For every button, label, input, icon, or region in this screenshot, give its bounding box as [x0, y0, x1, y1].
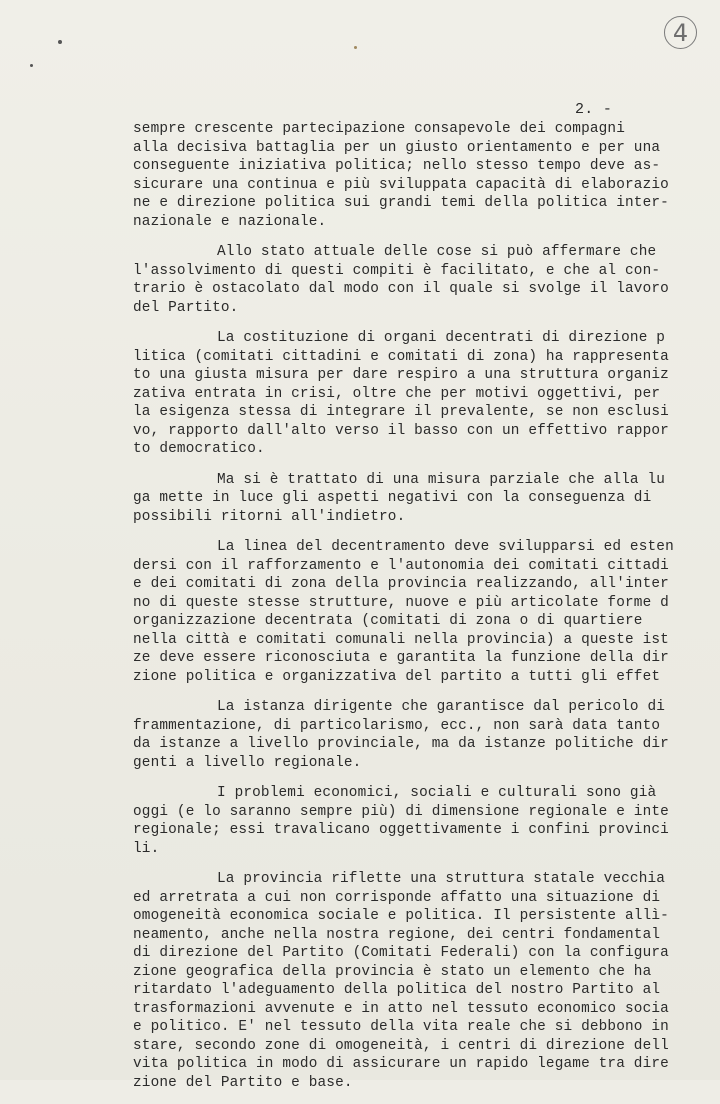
text-line: to democratico. [133, 441, 265, 457]
text-line: frammentazione, di particolarismo, ecc., non sarà data tanto [133, 717, 661, 734]
text-line: li. [133, 840, 160, 857]
text-line: ed arretrata a cui non corrisponde affatto una situazione di [133, 889, 661, 906]
paragraph-2 [133, 243, 713, 317]
text-line: litica (comitati cittadini e comitati di zona) ha rappresenta [133, 348, 669, 365]
text-line: nazionale e nazionale. [133, 213, 327, 230]
paragraph-7 [133, 784, 713, 858]
text-line: stare, secondo zone di omogeneità, i centri di direzione dell [133, 1037, 669, 1054]
text-line: e politico. E' nel tessuto della vita reale che si debbono in [133, 1019, 669, 1035]
paragraph-5 [133, 538, 713, 686]
paragraph-3 [133, 329, 713, 459]
text-line: La istanza dirigente che garantisce dal pericolo di [217, 699, 666, 715]
text-line: zione politica e organizzativa del partito a tutti gli effet [133, 668, 661, 685]
text-line: sicurare una continua e più sviluppata capacità di elaborazio [133, 176, 669, 193]
text-line: vo, rapporto dall'alto verso il basso con un effettivo rappor [133, 422, 669, 439]
text-line: organizzazione decentrata (comitati di zona o di quartiere [133, 613, 643, 629]
text-line: La provincia riflette una struttura statale vecchia [217, 871, 666, 887]
scan-speck [30, 64, 33, 67]
text-line: La costituzione di organi decentrati di direzione p [217, 330, 666, 346]
text-line: trario è ostacolato dal modo con il quale si svolge il lavoro [133, 281, 669, 297]
text-line: alla decisiva battaglia per un giusto orientamento e per una [133, 139, 661, 156]
document-body [133, 120, 713, 1104]
text-line: ze deve essere riconosciuta e garantita la funzione della dir [133, 650, 669, 666]
paragraph-6 [133, 698, 713, 772]
text-line: conseguente iniziativa politica; nello stesso tempo deve as- [133, 158, 661, 174]
text-line: del Partito. [133, 299, 239, 316]
text-line: di direzione del Partito (Comitati Federali) con la configura [133, 945, 669, 961]
paragraph-4 [133, 471, 713, 527]
scan-speck [354, 46, 357, 49]
text-line: genti a livello regionale. [133, 754, 362, 771]
text-line: vita politica in modo di assicurare un rapido legame tra dire [133, 1056, 669, 1072]
text-line: nella città e comitati comunali nella provincia) a queste ist [133, 631, 669, 648]
text-line: Allo stato attuale delle cose si può affermare che [217, 244, 657, 260]
page-stamp-number: 4 [672, 19, 689, 47]
text-line: possibili ritorni all'indietro. [133, 508, 406, 525]
text-line: omogeneità economica sociale e politica. Il persistente allì- [133, 908, 669, 924]
page-number: 2. - [575, 101, 613, 118]
text-line: zione geografica della provincia è stato un elemento che ha [133, 963, 652, 980]
text-line: La linea del decentramento deve svilupparsi ed esten [217, 539, 674, 555]
paragraph-8 [133, 870, 713, 1092]
text-line: ritardato l'adeguamento della politica del nostro Partito al [133, 982, 661, 998]
scan-speck [58, 40, 62, 44]
text-line: Ma si è trattato di una misura parziale che alla lu [217, 471, 666, 488]
page-stamp-circle [664, 16, 697, 49]
text-line: sempre crescente partecipazione consapevole dei compagni [133, 121, 626, 137]
text-line: ga mette in luce gli aspetti negativi con la conseguenza di [133, 490, 652, 506]
text-line: zativa entrata in crisi, oltre che per motivi oggettivi, per [133, 385, 661, 402]
text-line: to una giusta misura per dare respiro a una struttura organiz [133, 367, 669, 383]
text-line: la esigenza stessa di integrare il prevalente, se non esclusi [133, 404, 669, 420]
text-line: neamento, anche nella nostra regione, dei centri fondamental [133, 926, 661, 943]
text-line: e dei comitati di zona della provincia realizzando, all'inter [133, 576, 669, 592]
text-line: regionale; essi travalicano oggettivamente i confini provinci [133, 822, 669, 838]
text-line: I problemi economici, sociali e culturali sono già [217, 785, 657, 801]
text-line: dersi con il rafforzamento e l'autonomia dei comitati cittadi [133, 557, 669, 574]
text-line: ne e direzione politica sui grandi temi della politica inter- [133, 195, 669, 211]
text-line: da istanze a livello provinciale, ma da istanze politiche dir [133, 736, 669, 752]
text-line: no di queste stesse strutture, nuove e più articolate forme d [133, 594, 669, 611]
text-line: oggi (e lo saranno sempre più) di dimensione regionale e inte [133, 803, 669, 820]
text-line: trasformazioni avvenute e in atto nel tessuto economico socia [133, 1000, 669, 1017]
text-line: zione del Partito e base. [133, 1074, 353, 1091]
text-line: l'assolvimento di questi compiti è facilitato, e che al con- [133, 262, 661, 279]
paragraph-1 [133, 120, 713, 231]
